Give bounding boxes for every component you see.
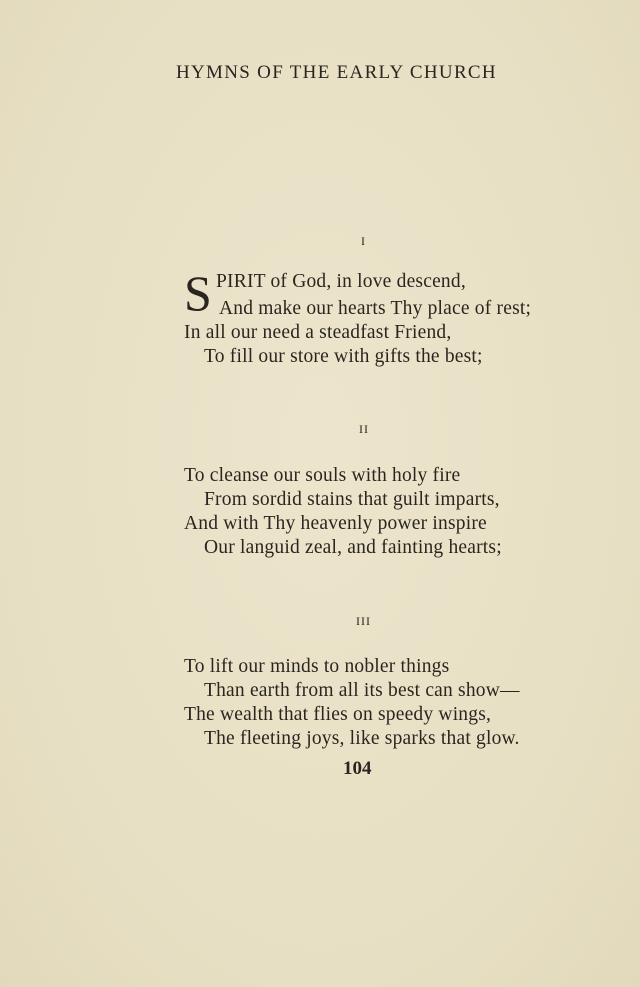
stanza-number-3: III (356, 614, 371, 628)
drop-cap: S (184, 265, 212, 321)
stanza-1-line-1: PIRIT of God, in love descend, (216, 271, 466, 292)
running-head: HYMNS OF THE EARLY CHURCH (176, 62, 497, 83)
stanza-3-line-2: Than earth from all its best can show— (204, 680, 520, 701)
stanza-2-line-2: From sordid stains that guilt imparts, (204, 489, 500, 510)
stanza-3-line-3: The wealth that flies on speedy wings, (184, 704, 492, 725)
stanza-3-line-1: To lift our minds to nobler things (184, 656, 450, 677)
stanza-number-2: II (359, 422, 369, 436)
stanza-2-line-4: Our languid zeal, and fainting hearts; (204, 537, 502, 558)
page-number: 104 (343, 758, 372, 779)
stanza-2-line-3: And with Thy heavenly power inspire (184, 513, 487, 534)
stanza-1-line-4: To fill our store with gifts the best; (204, 346, 483, 367)
stanza-number-1: I (361, 234, 366, 248)
stanza-1-line-3: In all our need a steadfast Friend, (184, 322, 452, 343)
stanza-3-line-4: The fleeting joys, like sparks that glow. (204, 728, 520, 749)
stanza-2-line-1: To cleanse our souls with holy fire (184, 465, 461, 486)
stanza-1-line-2: And make our hearts Thy place of rest; (219, 298, 532, 319)
